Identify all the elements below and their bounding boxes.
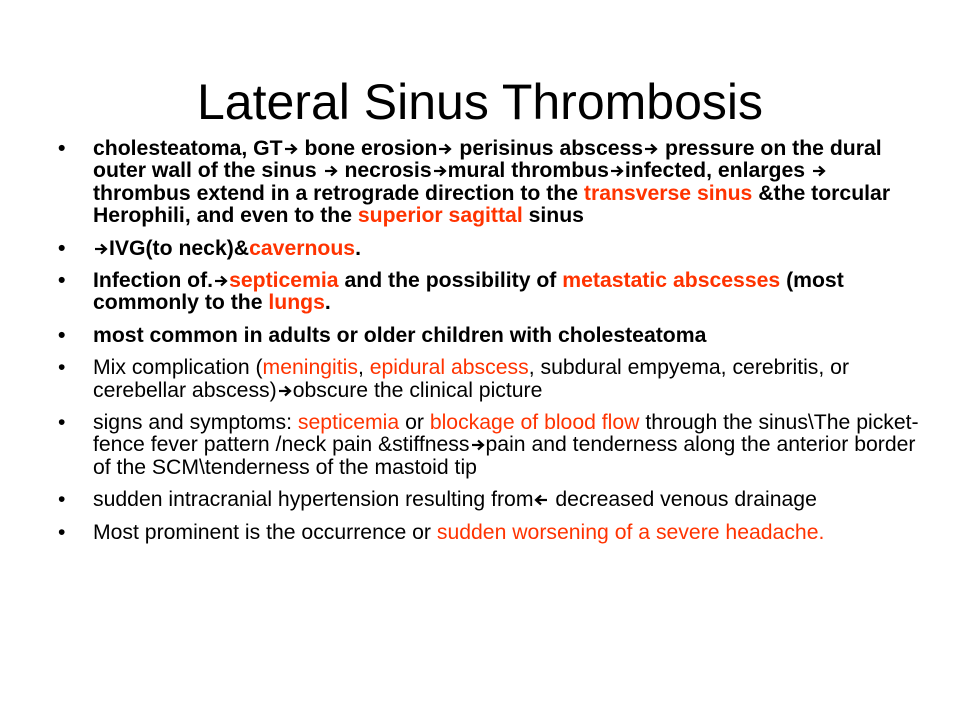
text-segment: infected, enlarges: [624, 159, 811, 183]
slide-title: Lateral Sinus Thrombosis: [196, 73, 763, 130]
text-segment: .: [355, 236, 361, 260]
bullet-list: [52, 138, 922, 554]
right-arrow-icon: [93, 237, 109, 260]
right-arrow-icon: [323, 159, 339, 182]
text-segment: perisinus abscess: [453, 137, 644, 160]
text-segment: pressure on the dural outer wall of the sinus: [93, 137, 882, 183]
text-segment: signs and symptoms:: [93, 411, 298, 435]
highlight-text: metastatic abscesses: [562, 269, 781, 293]
highlight-text: sudden worsening of a severe headache.: [436, 520, 825, 544]
bullet-item: [52, 357, 922, 402]
right-arrow-icon: [432, 159, 448, 182]
text-segment: ,: [357, 356, 370, 380]
highlight-text: septicemia: [297, 411, 400, 435]
right-arrow-icon: [609, 159, 625, 182]
bullet-item: [52, 412, 922, 479]
highlight-text: lungs: [268, 291, 325, 315]
text-segment: thrombus extend in a retrograde direction to the: [93, 181, 584, 205]
text-segment: pain and tenderness along the anterior border of the SCM\tenderness of the mastoid tip: [93, 433, 916, 479]
highlight-text: transverse sinus: [583, 181, 753, 205]
text-segment: sudden intracranial hypertension resulting from: [93, 488, 534, 512]
text-segment: and the possibility of: [338, 269, 563, 293]
highlight-text: cavernous: [249, 236, 356, 260]
right-arrow-icon: [643, 137, 659, 160]
text-segment: bone erosion: [298, 137, 438, 160]
bullet-item: [52, 138, 922, 228]
text-segment: mural thrombus: [447, 159, 609, 183]
right-arrow-icon: [811, 159, 827, 182]
text-segment: through the sinus\The picket-fence fever pattern /neck pain &stiffness: [93, 411, 919, 457]
text-segment: , subdural empyema, cerebritis, or cerebellar abscess): [93, 356, 850, 402]
text-segment: sinus: [522, 204, 584, 228]
bullet-item: [52, 238, 922, 260]
text-segment: &the torcular Herophili, and even to the: [93, 181, 891, 228]
text-segment: IVG(to neck)&: [109, 236, 250, 260]
text-segment: or: [399, 411, 430, 435]
text-segment: necrosis: [338, 159, 432, 183]
text-segment: .: [324, 291, 331, 315]
text-segment: Mix complication (: [93, 356, 263, 380]
bullet-item: [52, 325, 922, 347]
highlight-text: meningitis: [262, 356, 358, 380]
right-arrow-icon: [277, 379, 293, 402]
bullet-item: [52, 489, 922, 511]
left-arrow-icon: [533, 488, 549, 511]
text-segment: (most commonly to the: [93, 269, 844, 315]
text-segment: Most prominent is the occurrence or: [93, 520, 437, 544]
text-segment: obscure the clinical picture: [292, 378, 543, 402]
highlight-text: blockage of blood flow: [429, 411, 640, 435]
right-arrow-icon: [470, 433, 486, 456]
bullet-item: [52, 270, 922, 315]
text-segment: Infection of.: [93, 269, 214, 293]
right-arrow-icon: [213, 269, 229, 292]
text-segment: cholesteatoma, GT: [93, 137, 283, 160]
highlight-text: septicemia: [229, 269, 339, 293]
bullet-item: [52, 522, 922, 544]
highlight-text: superior sagittal: [357, 204, 523, 228]
right-arrow-icon: [437, 137, 453, 160]
text-segment: decreased venous drainage: [549, 488, 817, 512]
highlight-text: epidural abscess: [369, 356, 529, 380]
right-arrow-icon: [283, 137, 299, 160]
text-segment: most common in adults or older children with cholesteatoma: [93, 323, 707, 347]
